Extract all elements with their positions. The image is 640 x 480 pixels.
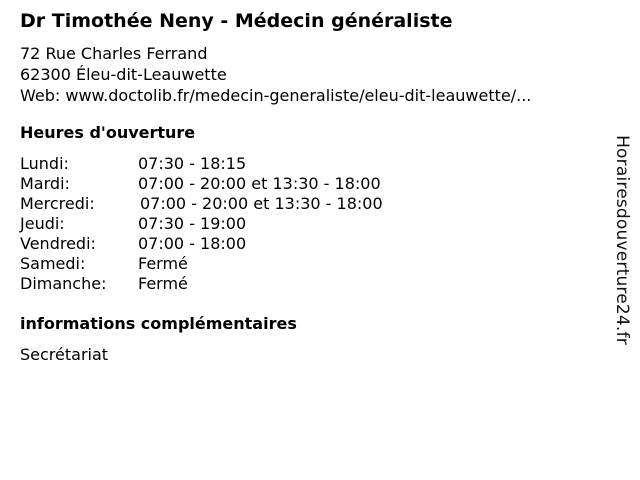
time-value: Fermé [138,274,188,293]
additional-info-text: Secrétariat [20,345,109,364]
day-label: Lundi: [20,154,69,173]
day-label: Mardi: [20,174,70,193]
day-label: Jeudi: [20,214,65,233]
time-value: Fermé [138,254,188,273]
time-value: 07:30 - 18:15 [138,154,247,173]
time-value: 07:00 - 20:00 et 13:30 - 18:00 [140,194,383,213]
address-street: 72 Rue Charles Ferrand [20,44,208,63]
address-block [20,43,531,106]
page-title: Dr Timothée Neny - Médecin généraliste [20,10,453,32]
opening-hours-heading: Heures d'ouverture [20,123,196,142]
day-label: Dimanche: [20,274,107,293]
time-value: 07:00 - 18:00 [138,234,247,253]
additional-info-heading: informations complémentaires [20,314,297,333]
day-label: Mercredi: [20,194,95,213]
address-city: 62300 Éleu-dit-Leauwette [20,65,227,84]
day-label: Samedi: [20,254,86,273]
time-value: 07:30 - 19:00 [138,214,247,233]
time-value: 07:00 - 20:00 et 13:30 - 18:00 [138,174,381,193]
website-link[interactable]: Web: www.doctolib.fr/medecin-generaliste/eleu-dit-leauwette/... [20,86,532,105]
site-watermark: Horairesdouverture24.fr [612,135,632,345]
day-label: Vendredi: [20,234,96,253]
